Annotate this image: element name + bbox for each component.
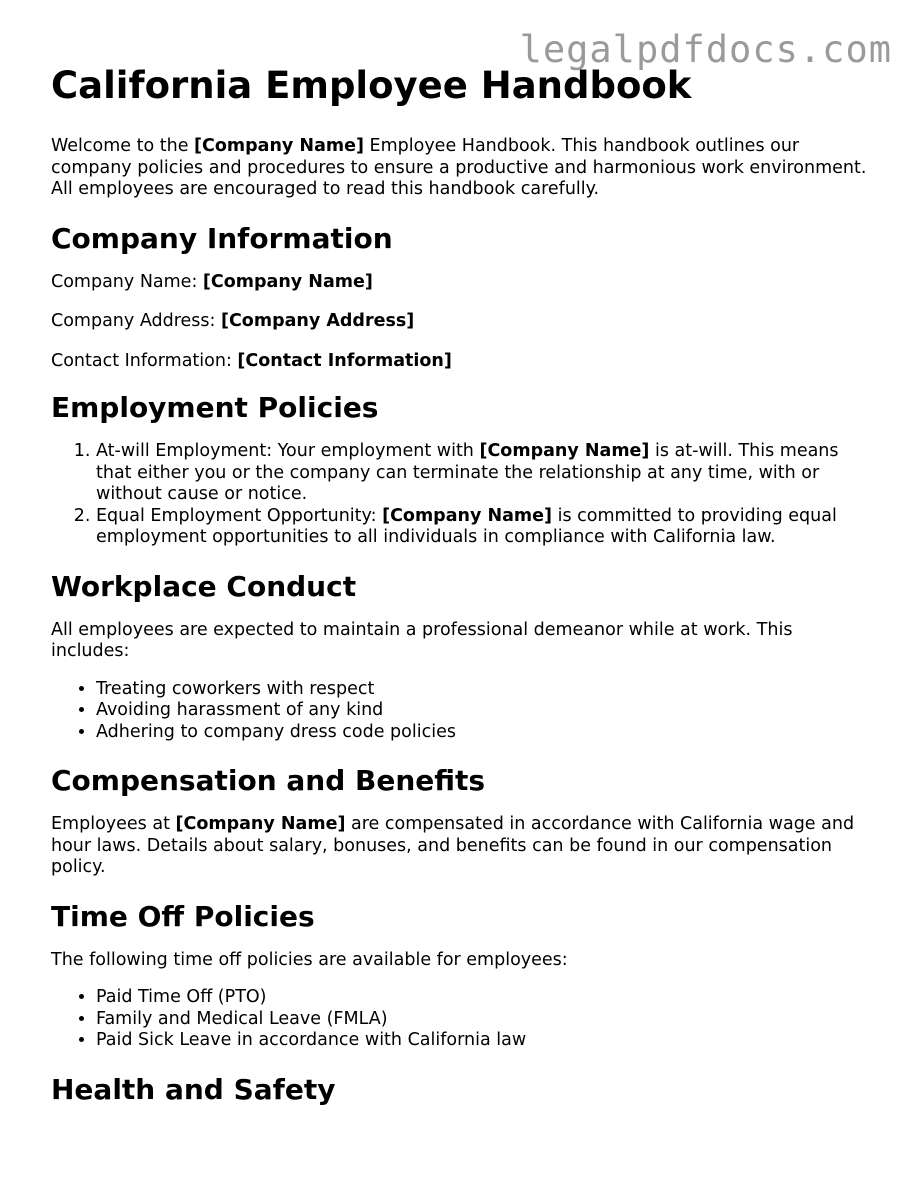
comp-text-before: Employees at [51, 814, 176, 834]
field-label: Company Address: [51, 311, 221, 331]
list-item: • Treating coworkers with respect [96, 679, 871, 701]
comp-text-after: are compensated in accordance with California wage and hour laws. Details about salary, bonuses, and benefits can be found in our compensation policy. [51, 814, 855, 877]
time-off-heading: Time Off Policies [51, 899, 315, 933]
site-watermark: legalpdfdocs.com [519, 28, 892, 71]
time-off-list [51, 987, 871, 1052]
compensation-benefits-heading: Compensation and Benefits [51, 764, 486, 797]
health-safety-heading: Health and Safety [51, 1072, 336, 1106]
intro-text-before: Welcome to the [51, 136, 195, 156]
conduct-list [51, 679, 871, 744]
page-title: California Employee Handbook [51, 64, 692, 107]
item-text-after: is at-will. This means that either you or the company can terminate the relationship at any time, with or without cause or notice. [96, 441, 839, 504]
workplace-conduct-heading: Workplace Conduct [51, 569, 357, 603]
employment-policies-list [51, 441, 871, 549]
field-label: Contact Information: [51, 350, 238, 371]
field-label: Company Name: [51, 271, 203, 292]
document-page [51, 62, 871, 1123]
list-item: • Paid Time Off (PTO) [96, 987, 871, 1009]
intro-paragraph [51, 136, 871, 201]
list-item: • Family and Medical Leave (FMLA) [96, 1009, 871, 1031]
field-value: [Contact Information] [237, 350, 452, 371]
employment-policies-heading: Employment Policies [51, 391, 379, 424]
comp-company-placeholder: [Company Name] [175, 814, 346, 834]
intro-text-after: Employee Handbook. This handbook outlines our company policies and procedures to ensure a productive and harmonious work environment. All employees are encouraged to read this handbook carefully. [51, 136, 867, 199]
field-value: [Company Name] [202, 271, 373, 292]
compensation-paragraph [51, 814, 871, 879]
contact-information-field [51, 351, 871, 373]
company-information-heading: Company Information [51, 221, 393, 255]
field-value: [Company Address] [220, 311, 415, 331]
item-company-placeholder: [Company Name] [479, 441, 650, 461]
list-item [96, 506, 871, 549]
time-off-paragraph: The following time off policies are available for employees: [51, 949, 568, 970]
conduct-paragraph: All employees are expected to maintain a professional demeanor while at work. This includes: [51, 619, 793, 661]
list-item [96, 441, 871, 506]
intro-company-placeholder: [Company Name] [194, 136, 364, 156]
item-text-before: At-will Employment: Your employment with [96, 441, 480, 461]
list-item: • Paid Sick Leave in accordance with California law [96, 1030, 871, 1052]
item-company-placeholder: [Company Name] [382, 505, 553, 526]
list-item: • Adhering to company dress code policies [96, 722, 871, 744]
list-item: • Avoiding harassment of any kind [96, 700, 871, 722]
item-text-after: is committed to providing equal employment opportunities to all individuals in compliance with California law. [96, 505, 837, 547]
item-text-before: Equal Employment Opportunity: [96, 505, 383, 526]
company-address-field [51, 311, 871, 333]
company-name-field [51, 272, 871, 294]
